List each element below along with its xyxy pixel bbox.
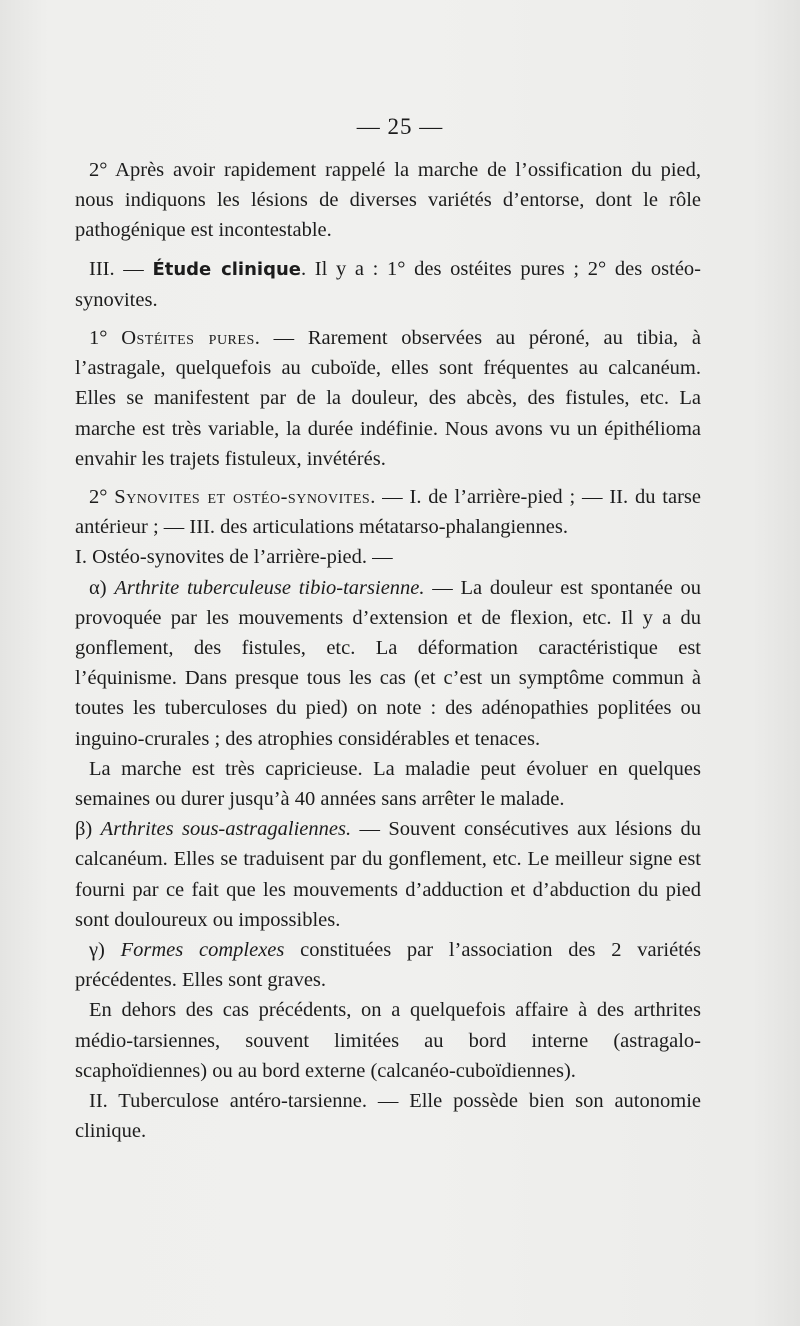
page-number: — 25 — xyxy=(356,114,444,139)
item-heading: Arthrites sous-astragaliennes. xyxy=(100,818,352,841)
item-heading: Synovites et ostéo-synovites xyxy=(114,486,371,509)
item-lead: γ) xyxy=(89,939,121,962)
item-text: . — Rarement observées au péroné, au tibia, à l’astragale, quelquefois au cuboïde, elles sont fréquentes au calcanéum. Elles se manifestent par de la douleur, des abcès, des fistules, etc. La marche est très variable, la durée indéfinie. Nous avons vu un épithélioma envahir les trajets fistuleux, invétérés. xyxy=(75,327,701,470)
body-text xyxy=(75,155,701,1147)
paragraph-medio-tarsiennes: En dehors des cas précédents, on a quelquefois affaire à des arthrites médio-tarsiennes, souvent limitées au bord interne (astragalo-scaphoïdiennes) ou au bord externe (calcanéo-cuboïdiennes). xyxy=(75,999,701,1082)
item-text: — Souvent consécutives aux lésions du calcanéum. Elles se traduisent par du gonflement, etc. Le meilleur signe est fourni par ce fait que les mouvements d’adduction et d’abduction du pied sont douloureux ou impossibles. xyxy=(75,818,701,931)
paragraph-antero-tarsienne: II. Tuberculose antéro-tarsienne. — Elle possède bien son autonomie clinique. xyxy=(75,1090,701,1143)
paragraph-ossification: 2° Après avoir rapidement rappelé la marche de l’ossification du pied, nous indiquons les lésions de diverses variétés d’entorse, dont le rôle pathogénique est incontestable. xyxy=(75,159,701,242)
item-heading: Formes complexes xyxy=(120,939,285,962)
item-lead: α) xyxy=(89,576,115,599)
paragraph-formes-complexes xyxy=(75,935,701,995)
item-text: — La douleur est spontanée ou provoquée par les mouvements d’extension et de flexion, etc. Il y a du gonflement, des fistules, etc. La déformation caractéristique est l’équinisme. Dans presque tous les cas (et c’est un symptôme commun à toutes les tuberculoses du pied) on note : des adénopathies poplitées ou inguino-crurales ; des atrophies considérables et tenaces. xyxy=(75,576,701,750)
paragraph-synovites xyxy=(75,482,701,542)
section-text: . Il y a : 1° des ostéites pures ; 2° des ostéo-synovites. xyxy=(75,257,701,311)
paragraph-etude-clinique xyxy=(75,254,701,315)
item-heading: Ostéites pures xyxy=(121,327,255,350)
item-lead: 2° xyxy=(89,486,115,509)
item-lead: β) xyxy=(75,818,101,841)
paragraph-sous-astragaliennes xyxy=(75,814,701,935)
item-text: constituées par l’association des 2 variétés précédentes. Elles sont graves. xyxy=(75,939,701,992)
paragraph-marche-capricieuse: La marche est très capricieuse. La maladie peut évoluer en quelques semaines ou durer jusqu’à 40 années sans arrêter le malade. xyxy=(75,757,701,811)
item-text: . — I. de l’arrière-pied ; — II. du tarse antérieur ; — III. des articulations métatarso-phalangiennes. xyxy=(75,486,701,539)
paragraph-osteites-pures xyxy=(75,323,701,474)
section-lead: III. — xyxy=(89,257,153,280)
item-heading: Arthrite tuberculeuse tibio-tarsienne. xyxy=(114,576,425,599)
section-heading: Étude clinique xyxy=(152,258,301,280)
item-lead: 1° xyxy=(89,327,122,350)
paragraph-arriere-pied: I. Ostéo-synovites de l’arrière-pied. — xyxy=(75,546,393,569)
paragraph-arthrite-tibio-tarsienne xyxy=(75,573,701,754)
